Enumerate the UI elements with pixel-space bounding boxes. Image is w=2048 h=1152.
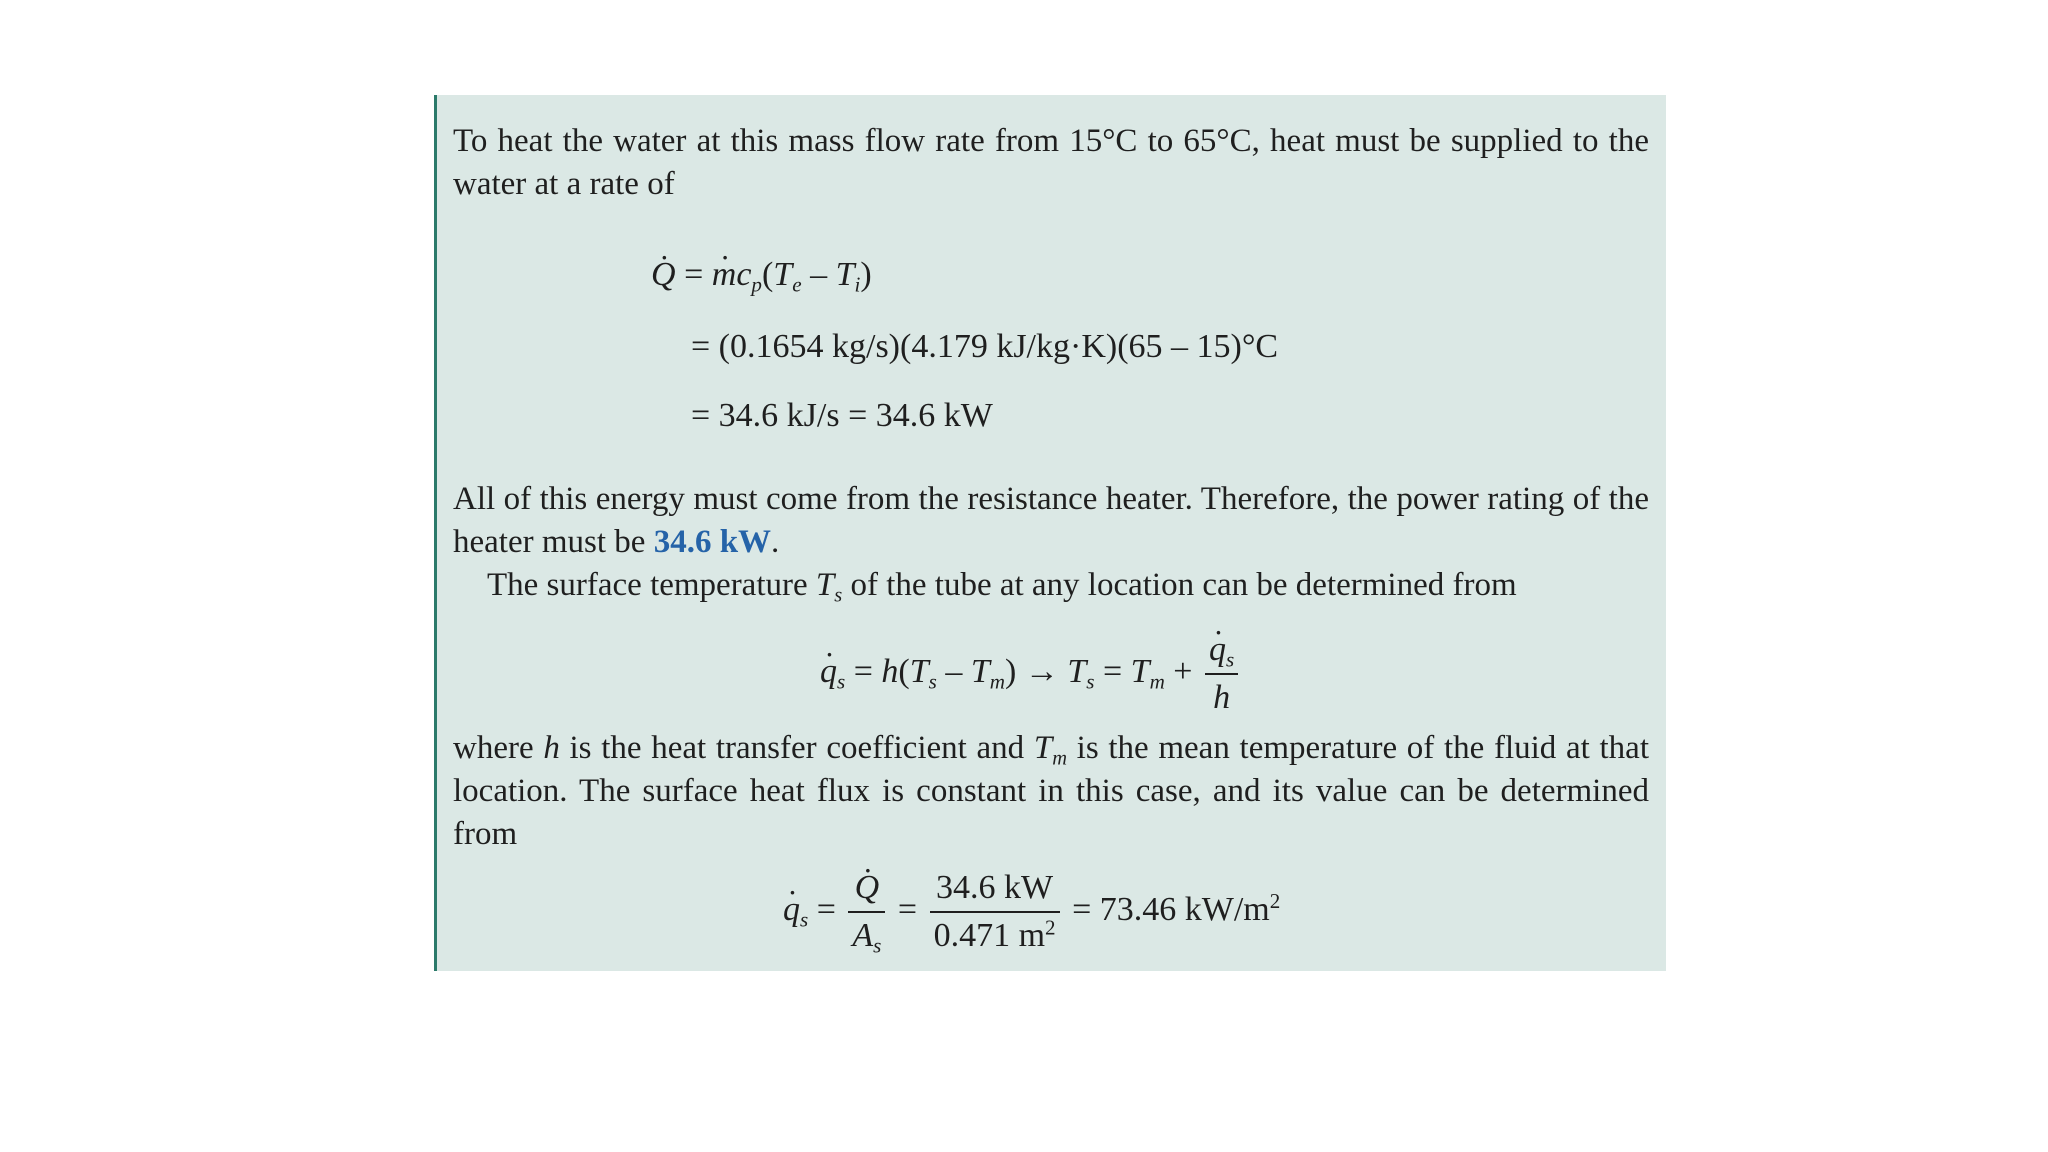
paragraph-heat-flux-text-a: where xyxy=(453,730,544,766)
flux-numerator: 34.6 kW xyxy=(930,865,1060,913)
paragraph-power-rating-end: . xyxy=(771,524,780,560)
equation-heat-flux: $q \cdot_s$ = $\frac{Q \cdot}{A_s}$ = $\frac{34.6 kW}{0.471 m^2}$ = 73.46 $kW/m^2$ xyxy=(783,865,1280,959)
paragraph-heat-supply xyxy=(453,120,1649,206)
paragraph-power-rating-text: All of this energy must come from the resistance heater. Therefore, the power rating of the heater must be xyxy=(453,481,1649,560)
power-rating-highlight: 34.6 kW xyxy=(653,524,772,560)
paragraph-heat-supply-text: To heat the water at this mass flow rate from 15°C to 65°C, heat must be supplied to the water at a rate of xyxy=(453,123,1649,202)
equation-surface-temperature: $q \cdot_s = h(T_s - T_m) \to T_s = T_m$ + $\frac{q \cdot_s}{h}$ xyxy=(820,627,1242,721)
paragraph-surface-temperature: The surface temperature $T_s$ of the tube at any location can be determined from xyxy=(487,567,1517,607)
paragraph-power-rating xyxy=(453,478,1649,564)
fraction-flux-over-h: $\frac{q \cdot_s}{h}$ xyxy=(1205,627,1238,721)
equation-heat-rate-line2: = (0.1654 kg/s)(4.179 kJ/kg·K)(65 – 15)°C xyxy=(691,328,1279,365)
paragraph-heat-flux-text-b: is the heat transfer coefficient and xyxy=(559,730,1034,766)
paragraph-heat-flux-text-c: is the mean temperature of the fluid at that location. The surface heat flux is constant in this case, and its value can be determined from xyxy=(453,730,1649,852)
paragraph-surface-temperature-text-a: The surface temperature xyxy=(487,567,816,603)
flux-result: = 73.46 kW/m xyxy=(1072,890,1270,928)
example-panel xyxy=(434,95,1666,971)
paragraph-heat-flux: where h is the heat transfer coefficient and $T_m$ is the mean temperature of the fluid at that location. The surface heat flux is constant in this case, and its value can be determined from xyxy=(453,730,1649,852)
fraction-q-over-area: $\frac{Q \cdot}{A_s}$ xyxy=(848,865,885,959)
paragraph-surface-temperature-text-b: of the tube at any location can be determined from xyxy=(842,567,1517,603)
flux-denominator: 0.471 m xyxy=(933,917,1046,954)
fraction-numeric: $\frac{34.6 kW}{0.471 m^2}$ xyxy=(930,865,1060,959)
equation-heat-rate-line1: Q · = $m \cdot c_p(T_e - T_i)$ xyxy=(651,255,872,295)
equation-heat-rate-line3: = 34.6 kJ/s = 34.6 kW xyxy=(691,397,993,434)
